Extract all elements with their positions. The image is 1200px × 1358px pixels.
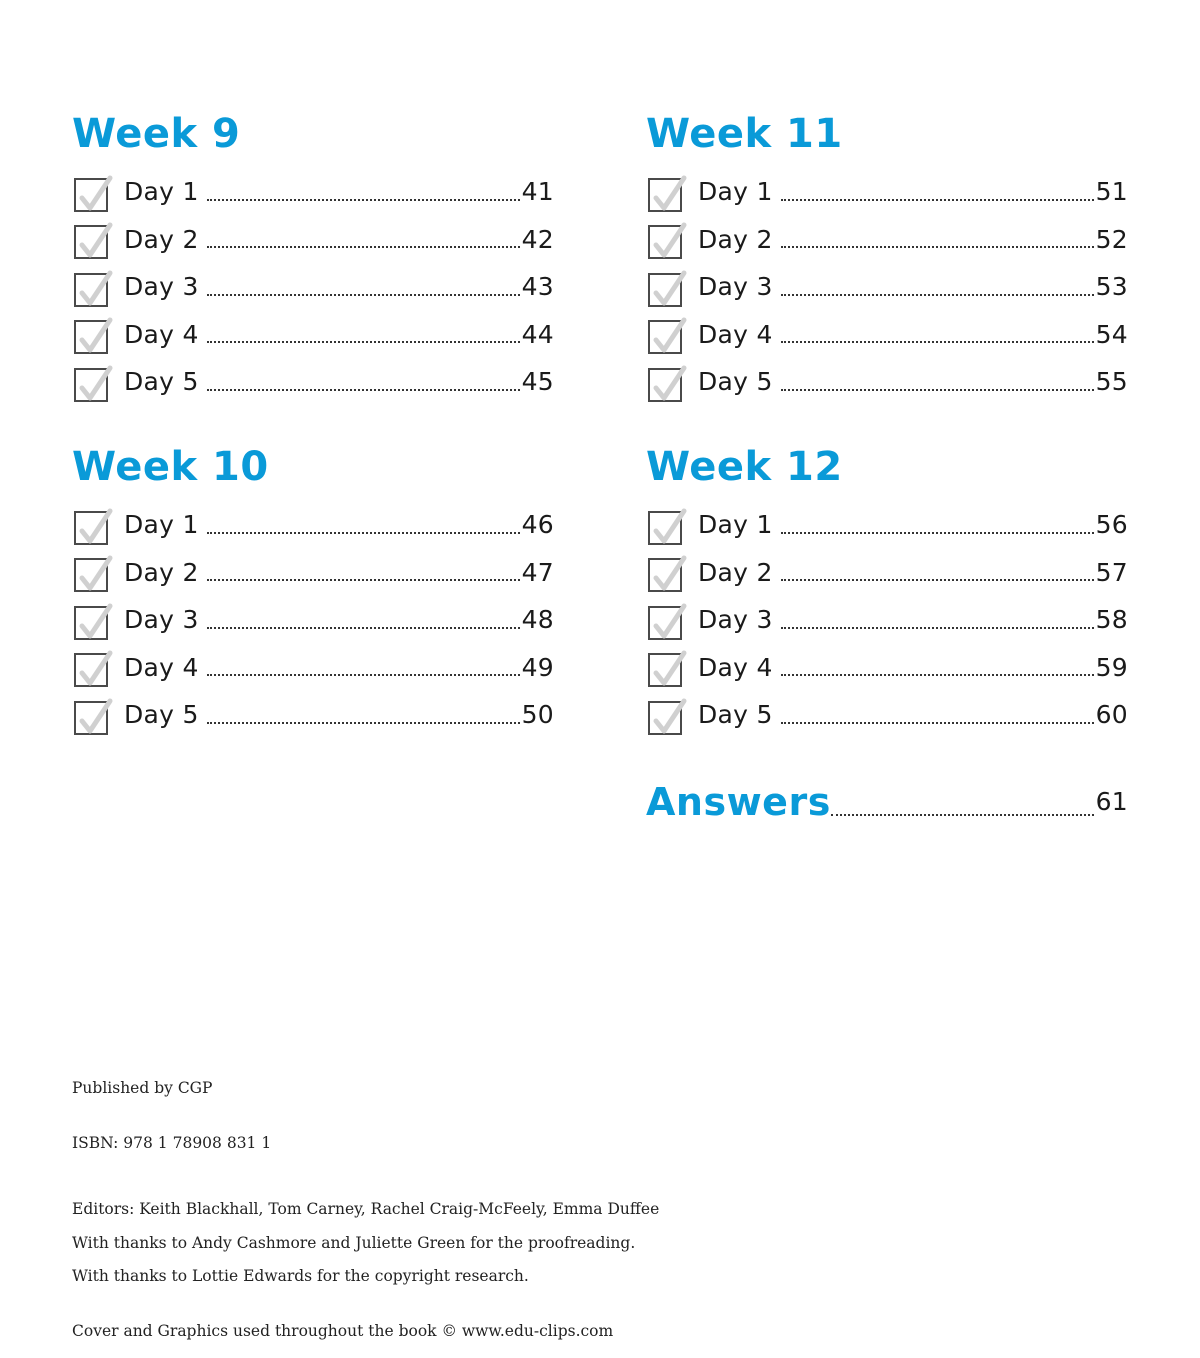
publisher-line: Published by CGP	[72, 1079, 213, 1097]
toc-entry-answers[interactable]	[646, 778, 1128, 826]
dot-leader	[781, 579, 1094, 581]
page-number: 44	[521, 319, 554, 349]
day-label: Day 4	[124, 319, 199, 349]
toc-entry[interactable]	[646, 358, 1128, 406]
page-number: 55	[1095, 367, 1128, 397]
toc-entry[interactable]	[646, 216, 1128, 264]
toc-entry[interactable]	[72, 644, 554, 692]
page-number: 52	[1095, 224, 1128, 254]
dot-leader	[781, 627, 1094, 629]
toc-entry[interactable]	[72, 358, 554, 406]
page-number: 50	[521, 700, 554, 730]
day-label: Day 2	[698, 224, 773, 254]
checkbox-tick-icon[interactable]	[648, 368, 682, 402]
week-11-section	[646, 108, 1128, 406]
dot-leader	[781, 532, 1094, 534]
dot-leader	[207, 389, 520, 391]
dot-leader	[207, 627, 520, 629]
page-number: 51	[1095, 177, 1128, 207]
cover-credit-line: Cover and Graphics used throughout the book © www.edu-clips.com	[72, 1322, 614, 1340]
toc-entry[interactable]	[72, 596, 554, 644]
day-label: Day 4	[698, 319, 773, 349]
checkbox-tick-icon[interactable]	[74, 225, 108, 259]
checkbox-tick-icon[interactable]	[648, 320, 682, 354]
day-label: Day 5	[698, 367, 773, 397]
day-label: Day 3	[124, 272, 199, 302]
day-label: Day 5	[698, 700, 773, 730]
dot-leader	[781, 722, 1094, 724]
checkbox-tick-icon[interactable]	[648, 225, 682, 259]
toc-entry[interactable]	[646, 263, 1128, 311]
checkbox-tick-icon[interactable]	[74, 178, 108, 212]
page-number: 53	[1095, 272, 1128, 302]
toc-entry[interactable]	[646, 691, 1128, 739]
page-number: 42	[521, 224, 554, 254]
page-number: 49	[521, 652, 554, 682]
week-title: Week 11	[646, 111, 843, 157]
toc-entry[interactable]	[72, 263, 554, 311]
checkbox-tick-icon[interactable]	[74, 320, 108, 354]
dot-leader	[207, 674, 520, 676]
dot-leader	[207, 246, 520, 248]
week-title: Week 10	[72, 444, 269, 490]
toc-entry[interactable]	[72, 216, 554, 264]
page-number: 56	[1095, 510, 1128, 540]
checkbox-tick-icon[interactable]	[74, 701, 108, 735]
toc-entry[interactable]	[72, 501, 554, 549]
dot-leader	[781, 246, 1094, 248]
page-number: 61	[1095, 787, 1128, 816]
dot-leader	[207, 199, 520, 201]
dot-leader	[207, 579, 520, 581]
page-number: 41	[521, 177, 554, 207]
dot-leader	[781, 199, 1094, 201]
page-number: 46	[521, 510, 554, 540]
dot-leader	[781, 674, 1094, 676]
dot-leader	[207, 722, 520, 724]
dot-leader	[207, 341, 520, 343]
page-number: 58	[1095, 605, 1128, 635]
checkbox-tick-icon[interactable]	[74, 606, 108, 640]
day-label: Day 1	[124, 177, 199, 207]
day-label: Day 2	[698, 557, 773, 587]
page-number: 43	[521, 272, 554, 302]
checkbox-tick-icon[interactable]	[648, 511, 682, 545]
checkbox-tick-icon[interactable]	[74, 368, 108, 402]
toc-entry[interactable]	[646, 501, 1128, 549]
page-number: 60	[1095, 700, 1128, 730]
day-label: Day 5	[124, 367, 199, 397]
week-10-section	[72, 441, 554, 739]
toc-entry[interactable]	[72, 311, 554, 359]
page-number: 54	[1095, 319, 1128, 349]
page-number: 45	[521, 367, 554, 397]
isbn-line: ISBN: 978 1 78908 831 1	[72, 1134, 272, 1152]
day-label: Day 1	[698, 510, 773, 540]
week-12-section	[646, 441, 1128, 739]
day-label: Day 1	[124, 510, 199, 540]
answers-title: Answers	[646, 780, 831, 824]
editors-line: Editors: Keith Blackhall, Tom Carney, Rachel Craig-McFeely, Emma Duffee	[72, 1200, 660, 1218]
checkbox-tick-icon[interactable]	[74, 511, 108, 545]
day-label: Day 3	[698, 605, 773, 635]
toc-entry[interactable]	[72, 691, 554, 739]
checkbox-tick-icon[interactable]	[648, 653, 682, 687]
toc-entry[interactable]	[72, 168, 554, 216]
checkbox-tick-icon[interactable]	[74, 653, 108, 687]
day-label: Day 1	[698, 177, 773, 207]
day-label: Day 2	[124, 224, 199, 254]
dot-leader	[831, 814, 1094, 816]
page-number: 59	[1095, 652, 1128, 682]
checkbox-tick-icon[interactable]	[648, 273, 682, 307]
week-9-section	[72, 108, 554, 406]
checkbox-tick-icon[interactable]	[648, 606, 682, 640]
page-number: 48	[521, 605, 554, 635]
week-title: Week 12	[646, 444, 843, 490]
copyright-thanks-line: With thanks to Lottie Edwards for the copyright research.	[72, 1267, 529, 1285]
checkbox-tick-icon[interactable]	[648, 558, 682, 592]
checkbox-tick-icon[interactable]	[74, 558, 108, 592]
day-label: Day 3	[124, 605, 199, 635]
page-number: 47	[521, 557, 554, 587]
toc-entry[interactable]	[646, 596, 1128, 644]
toc-entry[interactable]	[646, 644, 1128, 692]
day-label: Day 2	[124, 557, 199, 587]
dot-leader	[207, 532, 520, 534]
day-label: Day 3	[698, 272, 773, 302]
toc-entry[interactable]	[646, 168, 1128, 216]
proofreading-thanks-line: With thanks to Andy Cashmore and Juliette Green for the proofreading.	[72, 1234, 636, 1252]
toc-entry[interactable]	[646, 549, 1128, 597]
toc-entry[interactable]	[72, 549, 554, 597]
week-title: Week 9	[72, 111, 241, 157]
checkbox-tick-icon[interactable]	[648, 178, 682, 212]
dot-leader	[207, 294, 520, 296]
toc-entry[interactable]	[646, 311, 1128, 359]
day-label: Day 4	[698, 652, 773, 682]
dot-leader	[781, 294, 1094, 296]
day-label: Day 4	[124, 652, 199, 682]
checkbox-tick-icon[interactable]	[74, 273, 108, 307]
checkbox-tick-icon[interactable]	[648, 701, 682, 735]
day-label: Day 5	[124, 700, 199, 730]
page-number: 57	[1095, 557, 1128, 587]
dot-leader	[781, 341, 1094, 343]
dot-leader	[781, 389, 1094, 391]
